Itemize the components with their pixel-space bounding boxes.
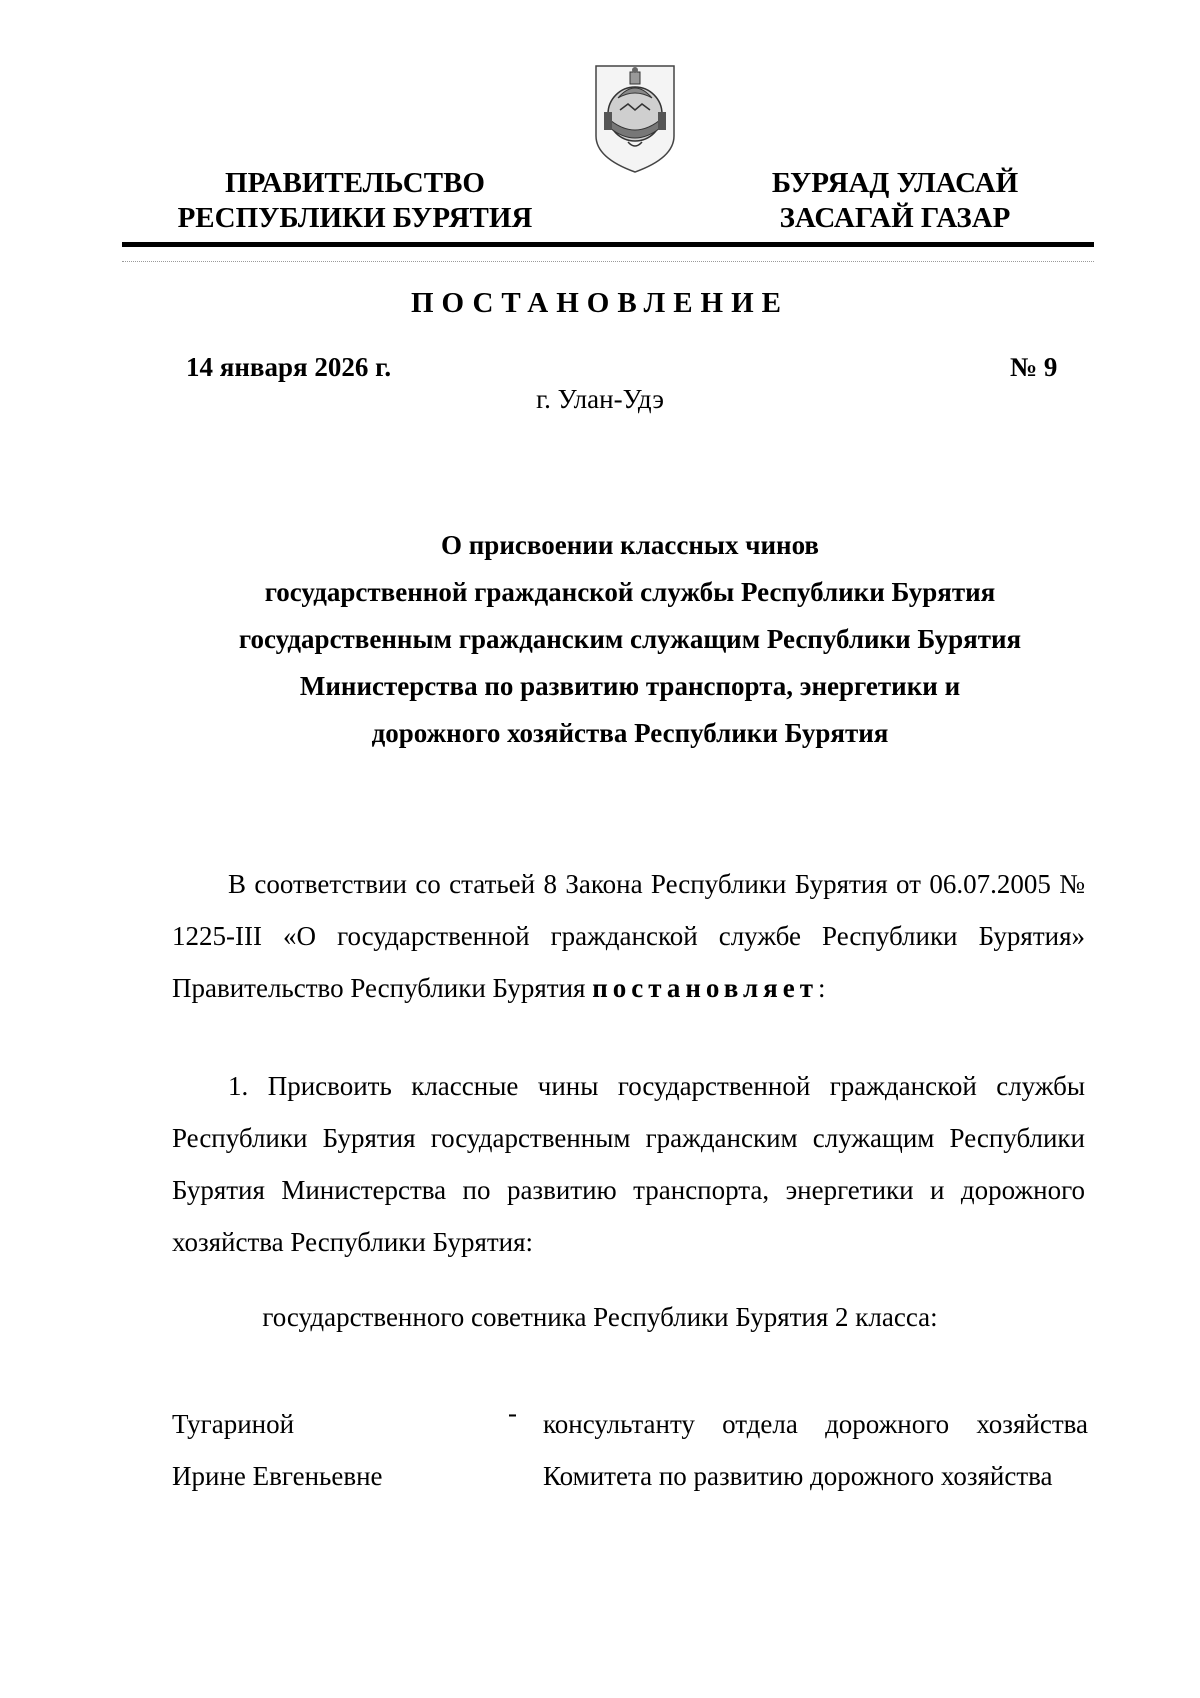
title-line: О присвоении классных чинов [441,530,819,560]
preamble-text: В соответствии со статьей 8 Закона Республики Бурятия от 06.07.2005 № 1225-III «О государственной гражданской службе Республики Бурятия» Правительство Республики Бурятия [172,869,1085,1003]
document-title [150,522,1110,757]
header-government-bua [755,166,1035,236]
header-rule-thick [122,242,1094,247]
header-right-line2: ЗАСАГАЙ ГАЗАР [779,202,1011,234]
document-date: 14 января 2026 г. [186,352,392,382]
title-line: государственной гражданской службы Республики Бурятия [264,577,996,607]
position-line2: Комитета по развитию дорожного хозяйства [543,1461,1053,1491]
header-left-line2: РЕСПУБЛИКИ БУРЯТИЯ [177,202,533,234]
coat-of-arms-emblem [590,58,680,176]
header-rule-thin [122,261,1094,262]
appointee-given-name: Ирине Евгеньевне [172,1461,383,1491]
rank-heading: государственного советника Республики Бурятия 2 класса: [262,1302,938,1332]
preamble-ending: : [817,973,826,1003]
appointee-name [172,1398,383,1502]
document-type: ПОСТАНОВЛЕНИЕ [410,287,789,319]
preamble-paragraph [172,858,1085,1014]
appointee-position [543,1398,1088,1502]
position-line1: консультанту отдела дорожного хозяйства [543,1409,1088,1439]
header-right-line1: БУРЯАД УЛАСАЙ [771,167,1019,199]
header-left-line1: ПРАВИТЕЛЬСТВО [225,167,485,199]
appointee-surname: Тугариной [172,1409,295,1439]
document-number: № 9 [1010,352,1058,382]
appointee-dash: - [508,1398,517,1428]
header-government-ru [170,166,540,236]
item-1-paragraph: 1. Присвоить классные чины государственной гражданской службы Республики Бурятия государственным гражданским служащим Республики Бурятия Министерства по развитию транспорта, энергетики и дорожного хозяйства Республики Бурятия: [172,1071,1085,1257]
preamble-keyword: постановляет [592,973,818,1003]
title-line: Министерства по развитию транспорта, энергетики и [299,671,961,701]
title-line: государственным гражданским служащим Республики Бурятия [238,624,1022,654]
title-line: дорожного хозяйства Республики Бурятия [371,718,889,748]
document-city: г. Улан-Удэ [536,384,664,414]
